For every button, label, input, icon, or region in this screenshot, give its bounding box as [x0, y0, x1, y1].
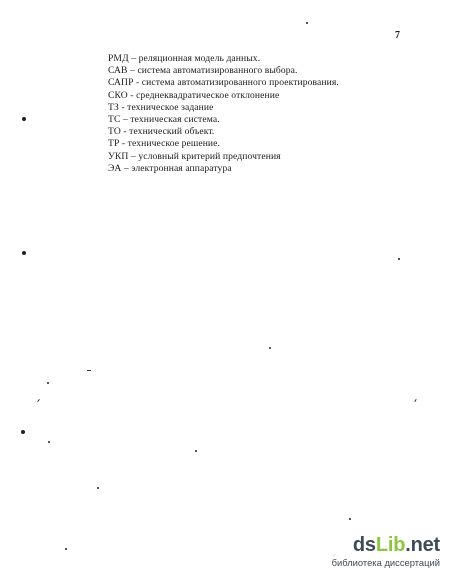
scan-speck	[349, 518, 351, 520]
logo-net-text: .net	[405, 534, 440, 556]
dslib-logo	[353, 534, 440, 557]
scan-speck	[195, 450, 197, 452]
scan-speck	[21, 430, 25, 434]
scan-speck	[97, 487, 99, 489]
scan-speck	[269, 347, 271, 349]
scan-speck	[65, 548, 67, 550]
logo-lib-text: Lib	[375, 534, 406, 556]
logo-ds-text: ds	[352, 534, 376, 556]
abbreviation-item: ТО - технический объект.	[108, 126, 215, 138]
scan-dash	[87, 370, 91, 371]
scan-speck	[47, 382, 49, 384]
abbreviation-item: ТР - техническое решение.	[108, 138, 221, 150]
abbreviation-item: САВ – система автоматизированного выбора.	[108, 65, 298, 77]
scan-speck	[398, 258, 400, 260]
scan-speck	[306, 22, 308, 24]
abbreviation-item: СКО - среднеквадратическое отклонение	[108, 89, 280, 101]
abbreviation-item: САПР - система автоматизированного проектирования.	[108, 77, 339, 89]
scan-dash	[37, 399, 40, 402]
page-number: 7	[395, 30, 400, 41]
scan-dash	[414, 399, 416, 402]
abbreviation-item: ТЗ - техническое задание	[108, 101, 214, 113]
abbreviation-item: ЭА – электронная аппаратура	[108, 162, 232, 174]
scan-speck	[22, 117, 26, 121]
abbreviation-item: УКП – условный критерий предпочтения	[108, 150, 281, 162]
abbreviation-item: РМД – реляционная модель данных.	[108, 53, 261, 64]
abbreviation-item: ТС – техническая система.	[108, 114, 220, 126]
dslib-watermark	[330, 534, 440, 572]
abbreviation-list	[108, 53, 339, 175]
scan-speck	[48, 441, 50, 443]
dslib-tagline: библиотека диссертаций	[331, 557, 440, 568]
scan-speck	[22, 251, 26, 255]
